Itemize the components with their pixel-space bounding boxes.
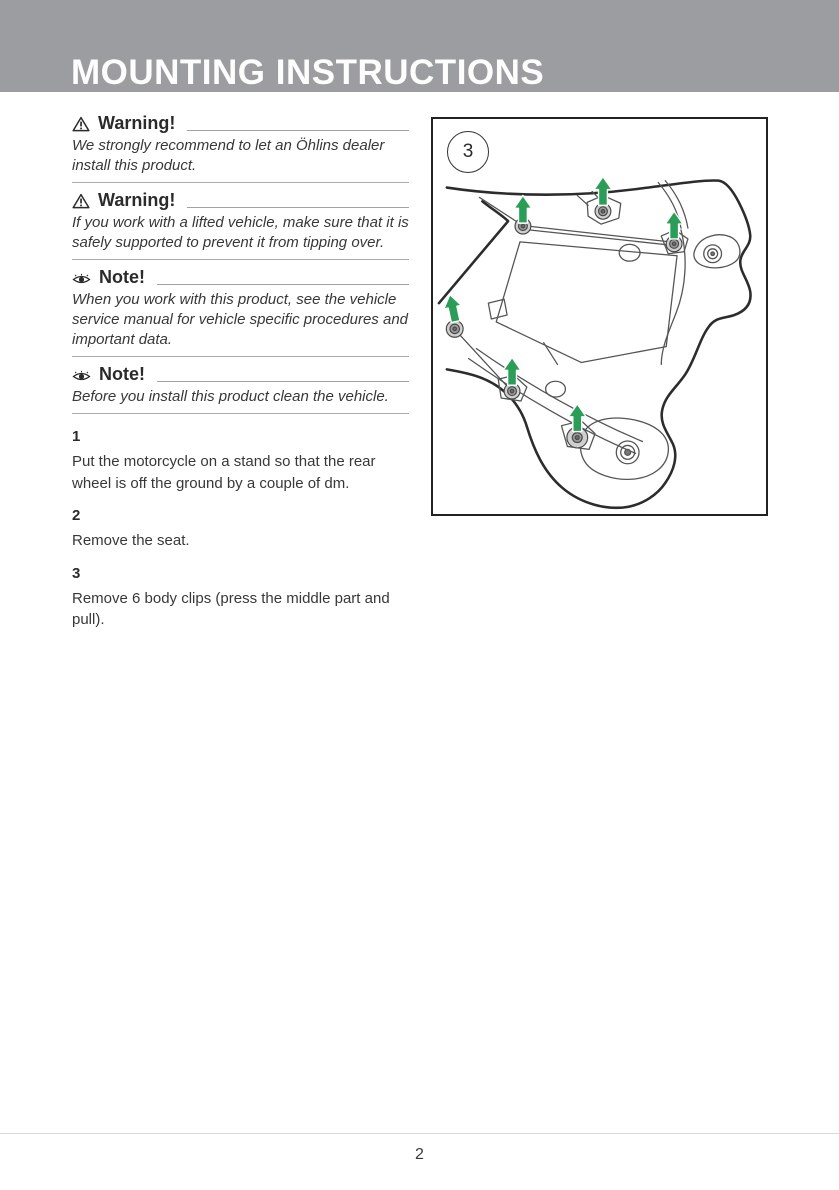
header-bar bbox=[0, 0, 839, 92]
heading-rule bbox=[157, 381, 409, 382]
warning-triangle-icon bbox=[72, 193, 90, 209]
notice-heading bbox=[72, 190, 409, 211]
notice-heading bbox=[72, 267, 409, 288]
figure-label: 3 bbox=[447, 131, 489, 173]
step-text: Remove 6 body clips (press the middle part and pull). bbox=[72, 589, 390, 628]
notice-title: Note! bbox=[99, 267, 145, 287]
step-number: 3 bbox=[72, 564, 81, 582]
notice-note-1 bbox=[72, 267, 409, 357]
body-clip bbox=[446, 320, 463, 337]
eye-icon bbox=[72, 273, 91, 286]
notice-heading bbox=[72, 113, 409, 134]
clip-arrow-icon bbox=[503, 358, 521, 386]
page-title: MOUNTING INSTRUCTIONS bbox=[71, 53, 545, 92]
footer-rule bbox=[0, 1133, 839, 1134]
step-number: 1 bbox=[72, 428, 81, 445]
body-clips bbox=[446, 203, 682, 448]
notice-warning-2 bbox=[72, 190, 409, 260]
notice-heading bbox=[72, 364, 409, 385]
step-text: Remove the seat. bbox=[72, 532, 190, 549]
notice-title: Note! bbox=[99, 364, 145, 384]
step-number: 2 bbox=[72, 507, 81, 524]
notice-warning-1 bbox=[72, 113, 409, 183]
step-text: Put the motorcycle on a stand so that the rear wheel is off the ground by a couple of dm. bbox=[72, 453, 376, 492]
instructions-column bbox=[72, 113, 409, 644]
step-item-1 bbox=[72, 428, 409, 494]
warning-triangle-icon bbox=[72, 116, 90, 132]
eye-icon bbox=[72, 370, 91, 383]
clip-arrows bbox=[441, 177, 683, 432]
notice-title: Warning! bbox=[98, 190, 176, 210]
clip-arrow-icon bbox=[514, 195, 532, 223]
step-item-3 bbox=[72, 565, 409, 631]
notice-body: We strongly recommend to let an Öhlins dealer install this product. bbox=[72, 136, 409, 183]
notice-title: Warning! bbox=[98, 113, 176, 133]
panel-diagram-svg bbox=[433, 119, 766, 514]
notice-body: When you work with this product, see the vehicle service manual for vehicle specific procedures and important data. bbox=[72, 290, 409, 357]
notice-note-2 bbox=[72, 364, 409, 414]
heading-rule bbox=[187, 207, 409, 208]
page-number: 2 bbox=[415, 1146, 424, 1163]
step-list bbox=[72, 428, 409, 631]
panel-detail-lines bbox=[461, 181, 740, 480]
heading-rule bbox=[187, 130, 409, 131]
notice-body: Before you install this product clean the vehicle. bbox=[72, 387, 409, 414]
clip-arrow-icon bbox=[568, 404, 586, 432]
notice-body: If you work with a lifted vehicle, make sure that it is safely supported to prevent it from tipping over. bbox=[72, 213, 409, 260]
heading-rule bbox=[157, 284, 409, 285]
figure-panel bbox=[431, 117, 768, 516]
panel-outline bbox=[439, 181, 751, 508]
step-item-2 bbox=[72, 507, 409, 552]
